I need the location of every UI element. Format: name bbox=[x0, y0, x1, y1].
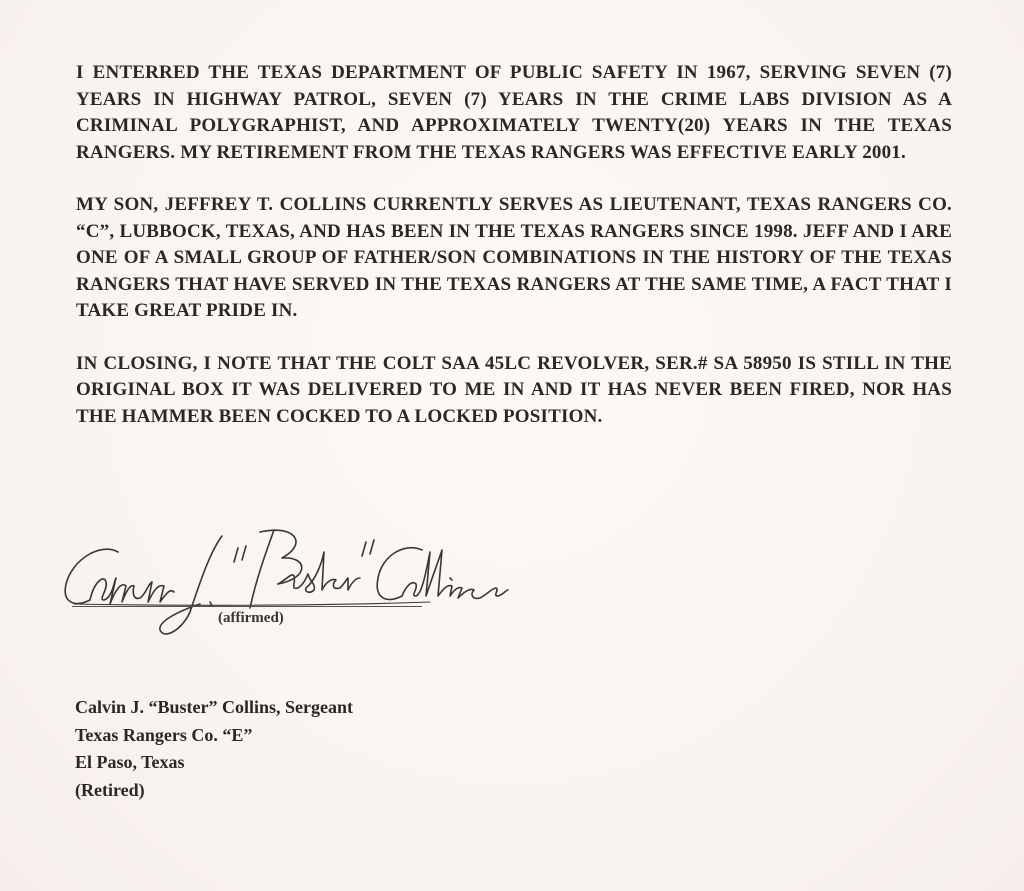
sig-stroke-ollins bbox=[402, 550, 508, 598]
sig-stroke-b-stem bbox=[250, 530, 274, 608]
sig-stroke-i-dot bbox=[450, 578, 452, 580]
paragraph-son-service: MY SON, JEFFREY T. COLLINS CURRENTLY SERVES AS LIEUTENANT, TEXAS RANGERS CO. “C”, LUBBOCK, TEXAS, AND HAS BEEN IN THE TEXAS RANGERS SINCE 1998. JEFF AND I ARE ONE OF A SMALL GROUP OF FATHER/SON COMBINATIONS IN THE HISTORY OF THE TEXAS RANGERS THAT HAVE SERVED IN THE TEXAS RANGERS AT THE SAME TIME, A FACT THAT I TAKE GREAT PRIDE IN. bbox=[76, 194, 952, 321]
signer-status: (Retired) bbox=[75, 779, 145, 800]
signature-drawing bbox=[60, 522, 520, 642]
signer-name: Calvin J. “Buster” Collins, Sergeant bbox=[75, 697, 354, 717]
letter-body bbox=[76, 60, 952, 456]
paragraph-closing: IN CLOSING, I NOTE THAT THE COLT SAA 45LC REVOLVER, SER.# SA 58950 IS STILL IN THE ORIGINAL BOX IT WAS DELIVERED TO ME IN AND IT HAS NEVER BEEN FIRED, NOR HAS THE HAMMER BEEN COCKED TO A LOCKED POSITION. bbox=[76, 352, 952, 427]
signer-location: El Paso, Texas bbox=[75, 752, 185, 772]
signer-block bbox=[75, 694, 353, 804]
affirmed-label: (affirmed) bbox=[218, 610, 284, 626]
sig-stroke-alvin bbox=[90, 578, 174, 604]
sig-stroke-b-loops bbox=[260, 530, 302, 584]
paragraph-service-history: I ENTERRED THE TEXAS DEPARTMENT OF PUBLIC SAFETY IN 1967, SERVING SEVEN (7) YEARS IN HIGHWAY PATROL, SEVEN (7) YEARS IN THE CRIME LABS DIVISION AS A CRIMINAL POLYGRAPHIST, AND APPROXIMATELY TWENTY(20) YEARS IN THE TEXAS RANGERS. MY RETIREMENT FROM THE TEXAS RANGERS WAS EFFECTIVE EARLY 2001. bbox=[76, 62, 952, 163]
signer-unit: Texas Rangers Co. “E” bbox=[75, 724, 253, 745]
handwritten-signature bbox=[60, 522, 520, 642]
sig-stroke-j bbox=[160, 536, 222, 634]
signature-line bbox=[72, 606, 422, 607]
